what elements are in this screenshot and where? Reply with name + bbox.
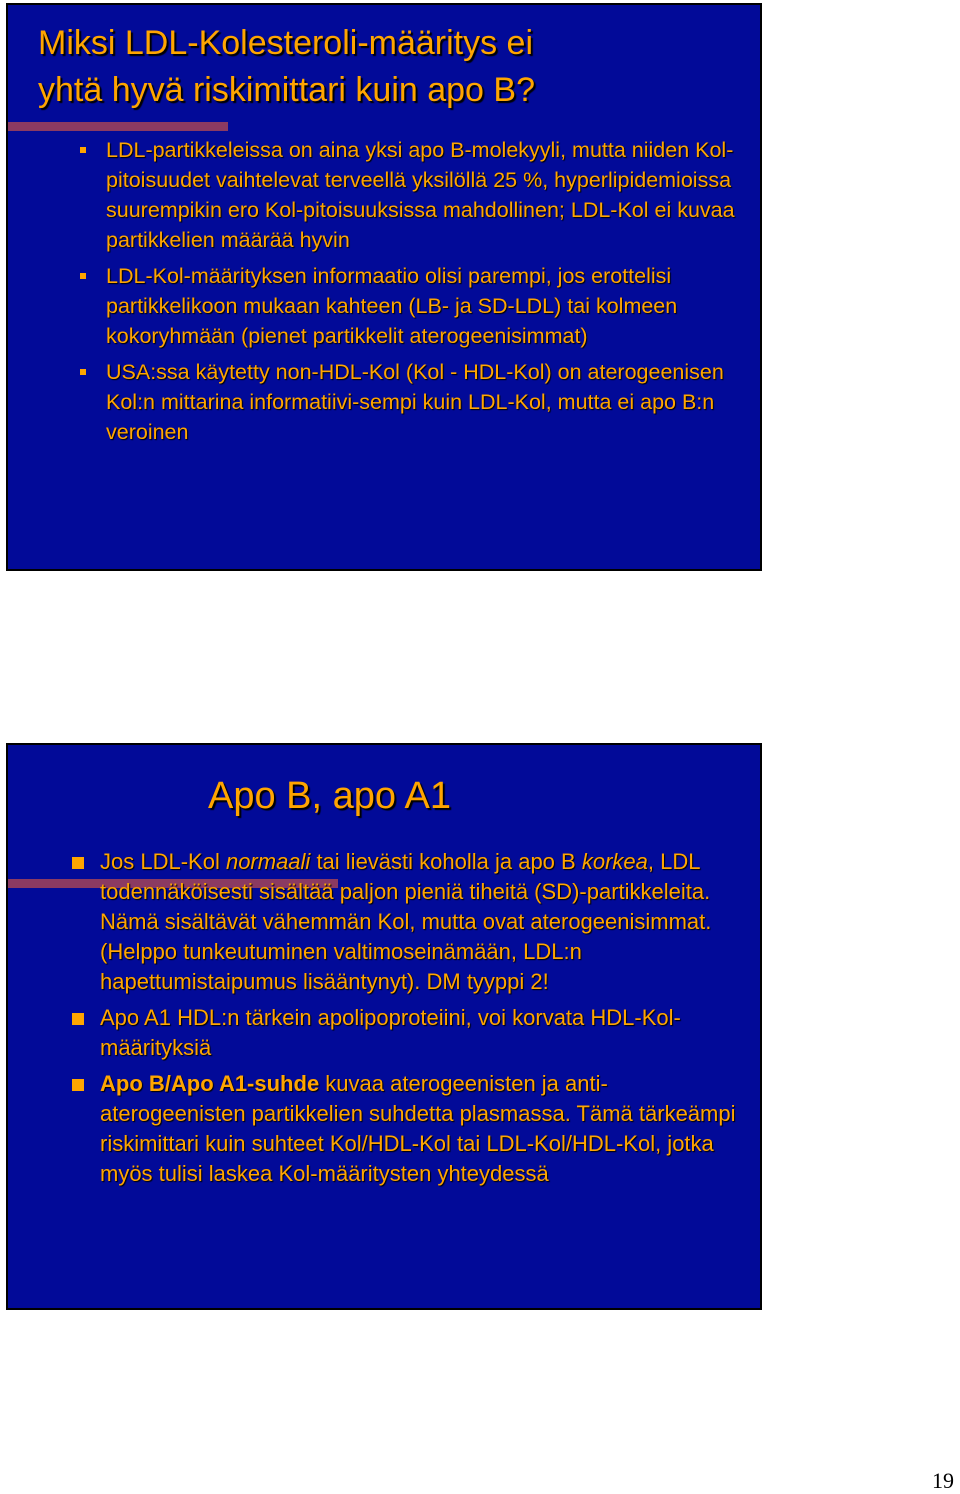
slide-2 bbox=[6, 743, 762, 1310]
bullet-item bbox=[68, 1069, 748, 1189]
bullet-item bbox=[68, 847, 748, 997]
title-line-2: yhtä hyvä riskimittari kuin apo B? bbox=[38, 71, 535, 109]
slide-2-title: Apo B, apo A1 bbox=[208, 775, 451, 817]
bullet-item bbox=[78, 135, 738, 255]
bullet-text-part: tai lievästi koholla ja apo B bbox=[310, 849, 582, 874]
bullet-text: LDL-Kol-määrityksen informaatio olisi parempi, jos erottelisi partikkelikoon mukaan kahteen (LB- ja SD-LDL) tai kolmeen kokoryhmään (pienet partikkelit aterogeenisimmat) bbox=[106, 264, 678, 348]
title-line-1: Miksi LDL-Kolesteroli-määritys ei bbox=[38, 24, 534, 62]
bullet-text: USA:ssa käytetty non-HDL-Kol (Kol - HDL-Kol) on aterogeenisen Kol:n mittarina informatiivi-sempi kuin LDL-Kol, mutta ei apo B:n veroinen bbox=[106, 360, 724, 444]
bullet-text-italic: korkea bbox=[581, 849, 648, 874]
square-bullet-icon bbox=[72, 1013, 84, 1025]
slide-1-bullet-list bbox=[78, 135, 738, 453]
bullet-item bbox=[78, 261, 738, 351]
bullet-text-part: Jos LDL-Kol bbox=[100, 849, 226, 874]
bullet-text-part: , LDL todennäköisesti sisältää paljon pieniä tiheitä (SD)-partikkeleita. Nämä sisältävät vähemmän Kol, mutta ovat aterogeenisimmat. (Helppo tunkeutuminen valtimoseinämään, LDL:n hapettumistaipumus lisääntynyt). DM tyyppi 2! bbox=[100, 849, 712, 994]
square-bullet-icon bbox=[80, 147, 86, 153]
bullet-item bbox=[78, 357, 738, 447]
decorative-line bbox=[8, 122, 228, 131]
square-bullet-icon bbox=[72, 857, 84, 869]
square-bullet-icon bbox=[72, 1079, 84, 1091]
bullet-text: LDL-partikkeleissa on aina yksi apo B-molekyyli, mutta niiden Kol-pitoisuudet vaihtelevat terveellä yksilöllä 25 %, hyperlipidemioissa suurempikin ero Kol-pitoisuuksissa mahdollinen; LDL-Kol ei kuvaa partikkelien määrää hyvin bbox=[106, 138, 735, 252]
slide-1-title bbox=[38, 20, 738, 114]
bullet-text-bold: Apo B/Apo A1-suhde bbox=[100, 1071, 320, 1096]
page-number: 19 bbox=[932, 1468, 954, 1493]
bullet-text: Apo A1 HDL:n tärkein apolipoproteiini, voi korvata HDL-Kol-määrityksiä bbox=[100, 1005, 681, 1060]
slide-1 bbox=[6, 3, 762, 571]
square-bullet-icon bbox=[80, 369, 86, 375]
square-bullet-icon bbox=[80, 273, 86, 279]
slide-2-bullet-list bbox=[68, 847, 748, 1195]
bullet-item bbox=[68, 1003, 748, 1063]
bullet-text-part: kuvaa aterogeenisten ja anti-aterogeenisten partikkelien suhdetta plasmassa. Tämä tärkeämpi riskimittari kuin suhteet Kol/HDL-Kol tai LDL-Kol/HDL-Kol, jotka myös tulisi laskea Kol-määritysten yhteydessä bbox=[100, 1071, 736, 1186]
bullet-text-italic: normaali bbox=[225, 849, 311, 874]
